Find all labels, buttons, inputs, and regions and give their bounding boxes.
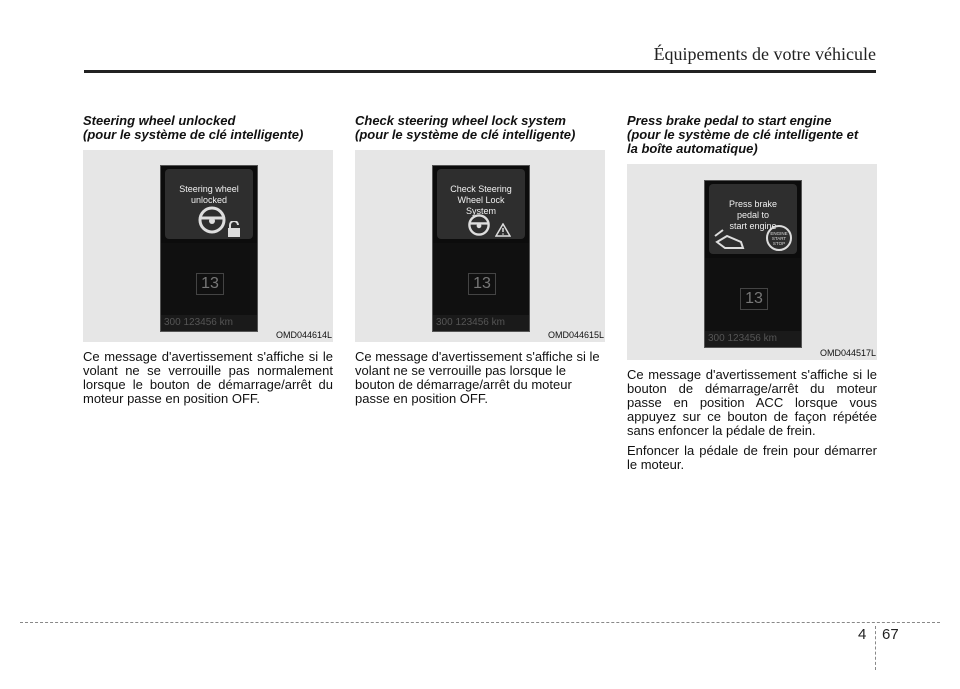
- page-number: 67: [882, 626, 899, 643]
- padlock-icon: [227, 221, 241, 237]
- dashboard-figure: [83, 150, 333, 342]
- section-heading: Check steering wheel lock system (pour le système de clé intelligente): [355, 113, 576, 142]
- steering-wheel-icon: [467, 213, 491, 237]
- warning-message-box: [437, 169, 525, 239]
- odometer-panel: [433, 243, 529, 331]
- gear-indicator: 13: [196, 273, 224, 295]
- odometer-panel: [705, 258, 801, 347]
- section-steering-unlocked: [83, 114, 333, 406]
- gear-indicator: 13: [740, 288, 768, 310]
- svg-text:STOP: STOP: [772, 241, 786, 246]
- cluster-display: [432, 165, 530, 332]
- odometer-readout: 300 123456 km: [161, 315, 257, 331]
- cluster-display: [704, 180, 802, 348]
- screen-message: Check Steering Wheel Lock System: [450, 184, 512, 216]
- warning-triangle-icon: [495, 223, 511, 237]
- odometer-panel: [161, 243, 257, 331]
- figure-code: OMD044517L: [819, 348, 876, 358]
- odometer-readout: 300 123456 km: [433, 315, 529, 331]
- cluster-display: [160, 165, 258, 332]
- dashboard-figure: [627, 164, 877, 360]
- section-press-brake: [627, 114, 877, 472]
- figure-code: OMD044614L: [275, 330, 332, 340]
- brake-pedal-icon: [713, 228, 747, 250]
- footer-rule: [20, 622, 940, 623]
- header-title: Équipements de votre véhicule: [653, 44, 876, 64]
- section-paragraph: Ce message d'avertissement s'affiche si le volant ne se verrouille pas lorsque le bouton de démarrage/arrêt du moteur passe en position OFF.: [355, 349, 600, 406]
- section-heading: Press brake pedal to start engine (pour le système de clé intelligente et la boîte automatique): [627, 113, 859, 156]
- engine-start-stop-icon: [765, 224, 793, 252]
- page-separator: [875, 626, 876, 670]
- section-paragraph: Enfoncer la pédale de frein pour démarrer le moteur.: [627, 443, 877, 472]
- section-check-lock-system: [355, 114, 605, 406]
- section-paragraph: Ce message d'avertissement s'affiche si le bouton de démarrage/arrêt du moteur passe en position ACC lorsque vous appuyez sur ce bouton de façon répétée sans enfoncer la pédale de frein.: [627, 367, 877, 438]
- svg-text:ENGINE: ENGINE: [770, 231, 788, 236]
- screen-message: Steering wheel unlocked: [179, 184, 239, 205]
- screen-message: Press brake pedal to start engine: [728, 199, 778, 231]
- section-paragraph: Ce message d'avertissement s'affiche si le volant ne se verrouille pas normalement lorsque le bouton de démarrage/arrêt du moteur passe en position OFF.: [83, 349, 333, 406]
- header-rule: [84, 70, 876, 73]
- gear-indicator: 13: [468, 273, 496, 295]
- warning-message-box: [165, 169, 253, 239]
- figure-code: OMD044615L: [547, 330, 604, 340]
- svg-text:START: START: [771, 236, 787, 241]
- section-heading: Steering wheel unlocked (pour le système de clé intelligente): [83, 113, 304, 142]
- warning-message-box: [709, 184, 797, 254]
- steering-wheel-icon: [197, 205, 227, 235]
- odometer-readout: 300 123456 km: [705, 331, 801, 347]
- dashboard-figure: [355, 150, 605, 342]
- chapter-number: 4: [858, 626, 867, 643]
